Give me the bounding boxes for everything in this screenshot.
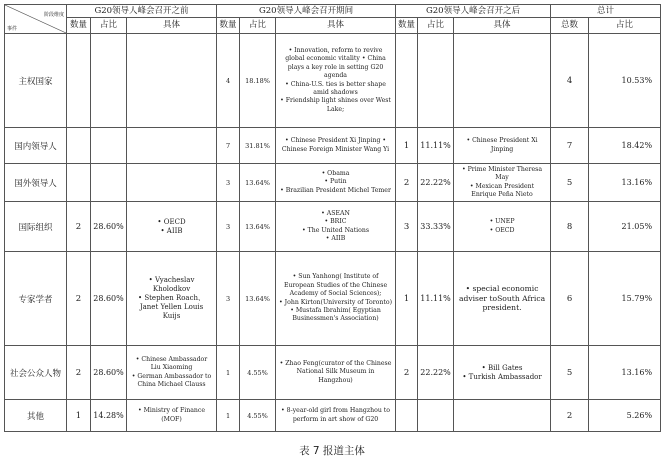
header-row-columns <box>5 18 661 34</box>
during-pct-cell: 13.64% <box>240 202 276 252</box>
after-pct-cell: 33.33% <box>418 202 454 252</box>
before-detail-cell <box>127 128 217 164</box>
total-count-cell: 5 <box>551 164 589 202</box>
detail-item: • AIIB <box>160 226 183 235</box>
report-subject-table <box>4 4 661 432</box>
after-detail-cell <box>454 202 551 252</box>
before-count-cell: 1 <box>67 400 91 432</box>
before-pct-cell: 28.60% <box>91 252 127 346</box>
table-row <box>5 34 661 128</box>
during-count-cell: 1 <box>217 346 240 400</box>
before-pct-header: 占比 <box>91 18 127 34</box>
detail-item: • Chinese President Xi Jinping • Chinese Foreign Minister Wang Yi <box>281 137 390 153</box>
detail-item: • special economic adviser toSouth Africa president. <box>458 284 546 313</box>
detail-item: • German Ambassador to China Michael Clauss <box>131 372 212 388</box>
after-detail-cell <box>454 164 551 202</box>
during-pct-cell: 4.55% <box>240 400 276 432</box>
after-detail-cell <box>454 128 551 164</box>
detail-item: • Innovation, reform to revive global economic vitality • China plays a key role in setting G20 agenda <box>285 46 386 80</box>
table-row <box>5 252 661 346</box>
table-row <box>5 202 661 252</box>
after-pct-cell: 11.11% <box>418 128 454 164</box>
table-caption: 表 7 报道主体 <box>299 445 365 457</box>
before-pct-cell <box>91 128 127 164</box>
before-count-cell <box>67 34 91 128</box>
before-detail-cell <box>127 34 217 128</box>
total-pct-cell: 13.16% <box>589 346 661 400</box>
before-count-cell: 2 <box>67 202 91 252</box>
after-count-cell: 2 <box>396 164 418 202</box>
after-detail-header: 具体 <box>454 18 551 34</box>
after-count-cell: 1 <box>396 128 418 164</box>
total-count-cell: 8 <box>551 202 589 252</box>
before-count-cell: 2 <box>67 252 91 346</box>
table-row <box>5 128 661 164</box>
total-count-header: 总数 <box>551 18 589 34</box>
before-detail-cell <box>127 400 217 432</box>
table-row <box>5 346 661 400</box>
before-pct-cell <box>91 164 127 202</box>
after-detail-cell <box>454 346 551 400</box>
during-detail-header: 具体 <box>276 18 396 34</box>
during-detail-cell <box>276 252 396 346</box>
after-pct-cell <box>418 34 454 128</box>
total-pct-header: 占比 <box>589 18 661 34</box>
detail-item: • John Kirton(University of Toronto) <box>279 298 393 306</box>
after-count-cell: 1 <box>396 252 418 346</box>
table-row <box>5 400 661 432</box>
during-count-cell: 1 <box>217 400 240 432</box>
after-count-cell: 2 <box>396 346 418 400</box>
before-detail-cell <box>127 202 217 252</box>
before-pct-cell <box>91 34 127 128</box>
header-row-phases <box>5 5 661 18</box>
detail-item: • Brazilian President Michel Temer <box>280 186 391 194</box>
total-pct-cell: 15.79% <box>589 252 661 346</box>
total-pct-cell: 5.26% <box>589 400 661 432</box>
during-detail-cell <box>276 164 396 202</box>
table-row <box>5 164 661 202</box>
phase-after-header: G20领导人峰会召开之后 <box>396 5 551 18</box>
during-count-cell: 3 <box>217 252 240 346</box>
detail-item: • Mexican President Enrique Peña Nieto <box>469 182 535 198</box>
during-detail-cell <box>276 202 396 252</box>
after-pct-cell <box>418 400 454 432</box>
during-count-cell: 3 <box>217 202 240 252</box>
total-count-cell: 5 <box>551 346 589 400</box>
during-pct-cell: 13.64% <box>240 164 276 202</box>
category-cell: 社会公众人物 <box>5 346 67 400</box>
after-detail-cell <box>454 252 551 346</box>
total-count-cell: 6 <box>551 252 589 346</box>
detail-item: • 8-year-old girl from Hangzhou to perform in art show of G20 <box>281 407 391 423</box>
after-detail-cell <box>454 34 551 128</box>
during-count-cell: 4 <box>217 34 240 128</box>
corner-label-event: 事件 <box>7 26 18 32</box>
after-pct-cell: 22.22% <box>418 164 454 202</box>
report-subject-table-wrapper <box>4 4 660 432</box>
category-cell: 专家学者 <box>5 252 67 346</box>
detail-item: • Putin <box>324 178 347 186</box>
after-count-cell <box>396 34 418 128</box>
detail-item: • Prime Minister Theresa May <box>462 165 543 182</box>
during-count-header: 数量 <box>217 18 240 34</box>
total-pct-cell: 10.53% <box>589 34 661 128</box>
before-detail-header: 具体 <box>127 18 217 34</box>
detail-item: • Stephen Roach、Janet Yellen Louis Kuijs <box>137 294 206 320</box>
during-count-cell: 7 <box>217 128 240 164</box>
detail-item: • Obama <box>321 169 350 177</box>
during-pct-cell: 4.55% <box>240 346 276 400</box>
detail-item: • Zhao Feng(curator of the Chinese National Silk Museum in Hangzhou) <box>279 359 392 384</box>
during-pct-cell: 31.81% <box>240 128 276 164</box>
category-cell: 国际组织 <box>5 202 67 252</box>
category-cell: 其他 <box>5 400 67 432</box>
after-pct-cell: 11.11% <box>418 252 454 346</box>
detail-item: • Mustafa Ibrahim( Egyptian Businessmen's Association) <box>290 306 381 323</box>
before-detail-cell <box>127 164 217 202</box>
before-pct-cell: 14.28% <box>91 400 127 432</box>
before-count-cell <box>67 128 91 164</box>
total-pct-cell: 21.05% <box>589 202 661 252</box>
during-count-cell: 3 <box>217 164 240 202</box>
during-detail-cell <box>276 346 396 400</box>
during-detail-cell <box>276 128 396 164</box>
detail-item: • The United Nations <box>301 226 370 234</box>
before-detail-cell <box>127 252 217 346</box>
after-pct-cell: 22.22% <box>418 346 454 400</box>
category-cell: 主权国家 <box>5 34 67 128</box>
category-cell: 国外领导人 <box>5 164 67 202</box>
detail-item: • ASEAN <box>321 209 350 217</box>
total-pct-cell: 18.42% <box>589 128 661 164</box>
during-detail-cell <box>276 400 396 432</box>
detail-item: • China-U.S. ties is better shape amid shadows <box>285 80 386 96</box>
total-count-cell: 7 <box>551 128 589 164</box>
after-count-cell: 3 <box>396 202 418 252</box>
total-count-cell: 2 <box>551 400 589 432</box>
detail-item: • Turkish Ambassador <box>462 372 542 381</box>
during-detail-cell <box>276 34 396 128</box>
before-count-cell <box>67 164 91 202</box>
before-pct-cell: 28.60% <box>91 202 127 252</box>
detail-item: • Vyacheslav Kholodkov <box>148 276 195 293</box>
detail-item: • OECD <box>489 226 515 234</box>
detail-item: • Bill Gates <box>481 363 523 372</box>
detail-item: • OECD <box>157 217 186 226</box>
total-pct-cell: 13.16% <box>589 164 661 202</box>
after-detail-cell <box>454 400 551 432</box>
category-cell: 国内领导人 <box>5 128 67 164</box>
during-pct-header: 占比 <box>240 18 276 34</box>
before-detail-cell <box>127 346 217 400</box>
detail-item: • Friendship light shines over West Lake; <box>280 97 391 113</box>
after-count-cell <box>396 400 418 432</box>
corner-label-phase: 阶段维度 <box>43 12 64 18</box>
phase-before-header: G20领导人峰会召开之前 <box>67 5 217 18</box>
detail-item: • AIIB <box>325 234 346 242</box>
during-pct-cell: 13.64% <box>240 252 276 346</box>
total-count-cell: 4 <box>551 34 589 128</box>
detail-item: • UNEP <box>489 218 515 226</box>
before-count-header: 数量 <box>67 18 91 34</box>
detail-item: • Ministry of Finance (MOF) <box>137 407 206 423</box>
detail-item: • Chinese Ambassador Liu Xiaoming <box>135 355 208 372</box>
during-pct-cell: 18.18% <box>240 34 276 128</box>
detail-item: • BRIC <box>324 218 347 226</box>
detail-item: • Sun Yanhong( Institute of European Studies of the Chinese Academy of Social Sciences); <box>283 273 388 298</box>
before-pct-cell: 28.60% <box>91 346 127 400</box>
total-header: 总计 <box>551 5 661 18</box>
after-count-header: 数量 <box>396 18 418 34</box>
detail-item: • Chinese President Xi Jinping <box>466 137 538 153</box>
before-count-cell: 2 <box>67 346 91 400</box>
phase-during-header: G20领导人峰会召开期间 <box>217 5 396 18</box>
after-pct-header: 占比 <box>418 18 454 34</box>
corner-header-cell <box>5 5 67 34</box>
